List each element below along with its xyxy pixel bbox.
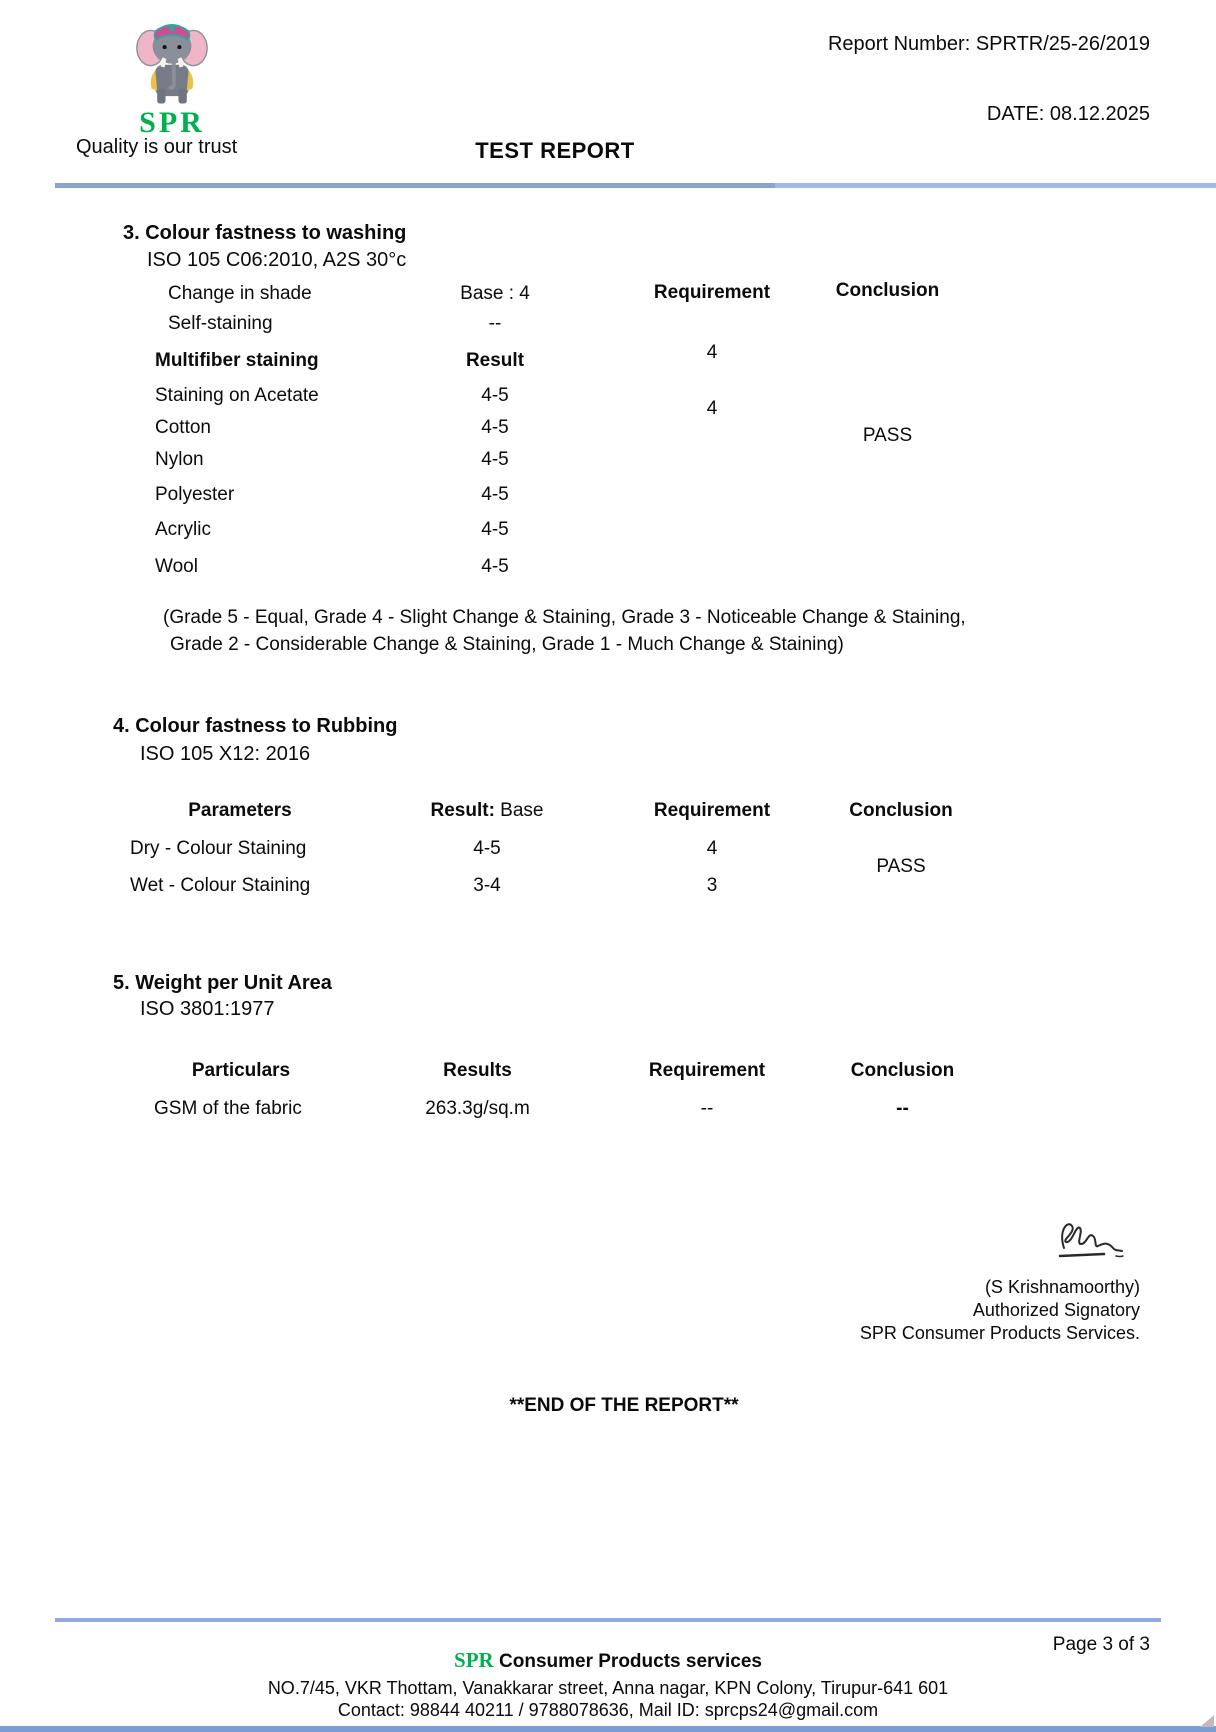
signatory-role: Authorized Signatory <box>972 1300 1140 1320</box>
logo-text: SPR <box>139 106 205 139</box>
section4-title: 4. Colour fastness to Rubbing <box>113 715 398 737</box>
page-indicator: Page 3 of 3 <box>1052 1634 1150 1655</box>
grade-note-line1: (Grade 5 - Equal, Grade 4 - Slight Change & Staining, Grade 3 - Noticeable Change & Staining, <box>163 607 966 628</box>
elephant-logo-icon <box>135 16 209 106</box>
row-label: Cotton <box>155 417 211 438</box>
footer-address: NO.7/45, VKR Thottam, Vanakkarar street, Anna nagar, KPN Colony, Tirupur-641 601 <box>267 1678 949 1698</box>
section-weight-per-unit-area <box>0 972 1216 1152</box>
company-logo <box>92 16 252 138</box>
parameters-header: Parameters <box>188 800 292 821</box>
requirement-header: Requirement <box>653 282 771 303</box>
section-colour-fastness-washing <box>0 222 1216 672</box>
row-result: 4-5 <box>473 838 501 859</box>
footer-divider <box>55 1618 1161 1622</box>
row-label: Nylon <box>155 449 204 470</box>
row-requirement: 4 <box>706 838 718 859</box>
row-label: Dry - Colour Staining <box>130 838 307 859</box>
row-requirement: 3 <box>706 875 718 896</box>
row-label: Wool <box>155 556 198 577</box>
end-of-report-note: **END OF THE REPORT** <box>509 1395 739 1416</box>
footer-company-rest: Consumer Products services <box>493 1651 762 1672</box>
section5-title: 5. Weight per Unit Area <box>113 972 332 994</box>
multifiber-header: Multifiber staining <box>155 350 319 371</box>
report-number: Report Number: SPRTR/25-26/2019 <box>827 33 1150 55</box>
result-header-normal: Base <box>494 800 544 821</box>
requirement-header: Requirement <box>653 800 771 821</box>
row-label: Change in shade <box>168 283 312 304</box>
row-label: Polyester <box>155 484 235 505</box>
section-colour-fastness-rubbing <box>0 715 1216 925</box>
row-value: 4-5 <box>481 385 509 406</box>
conclusion-value: PASS <box>876 856 926 877</box>
signatory-company: SPR Consumer Products Services. <box>859 1323 1140 1343</box>
row-value: 4-5 <box>481 417 509 438</box>
requirement-value: 4 <box>706 342 718 363</box>
signatory-name: (S Krishnamoorthy) <box>984 1277 1140 1297</box>
requirement-value: 4 <box>706 398 718 419</box>
row-value: 4-5 <box>481 519 509 540</box>
row-conclusion: -- <box>896 1098 909 1119</box>
footer-company-prefix: SPR <box>454 1648 494 1672</box>
row-label: GSM of the fabric <box>154 1098 302 1119</box>
signature-scribble-icon <box>1050 1218 1128 1266</box>
conclusion-header: Conclusion <box>850 1060 955 1081</box>
report-date: DATE: 08.12.2025 <box>986 103 1150 125</box>
row-label: Self-staining <box>168 313 273 334</box>
requirement-header: Requirement <box>648 1060 766 1081</box>
row-label: Staining on Acetate <box>155 385 319 406</box>
section4-method: ISO 105 X12: 2016 <box>140 743 311 765</box>
footer-company <box>0 1648 1216 1673</box>
conclusion-value: PASS <box>862 425 913 446</box>
result-header <box>387 800 587 822</box>
page-title: TEST REPORT <box>475 138 635 163</box>
section3-method: ISO 105 C06:2010, A2S 30°c <box>147 249 407 271</box>
bottom-bar <box>0 1726 1216 1732</box>
row-value: 4-5 <box>481 556 509 577</box>
particulars-header: Particulars <box>191 1060 291 1081</box>
signature-block <box>860 1218 1140 1345</box>
row-value: -- <box>488 313 502 334</box>
result-header: Result <box>465 350 525 371</box>
footer-contact: Contact: 98844 40211 / 9788078636, Mail ID: sprcps24@gmail.com <box>337 1700 879 1720</box>
row-label: Wet - Colour Staining <box>130 875 311 896</box>
row-value: 4-5 <box>481 484 509 505</box>
row-requirement: -- <box>700 1098 714 1119</box>
row-result: 263.3g/sq.m <box>425 1098 530 1119</box>
row-value: Base : 4 <box>460 283 530 304</box>
results-header: Results <box>443 1060 512 1081</box>
row-value: 4-5 <box>481 449 509 470</box>
corner-resize-triangle-icon <box>1200 1715 1214 1727</box>
row-label: Acrylic <box>155 519 211 540</box>
header-divider <box>55 183 1216 188</box>
grade-note-line2: Grade 2 - Considerable Change & Staining, Grade 1 - Much Change & Staining) <box>170 634 844 655</box>
section5-method: ISO 3801:1977 <box>140 998 275 1020</box>
tagline: Quality is our trust <box>76 136 238 158</box>
conclusion-header: Conclusion <box>835 280 940 301</box>
result-header-bold: Result: <box>430 800 495 821</box>
section3-title: 3. Colour fastness to washing <box>123 222 407 244</box>
row-result: 3-4 <box>473 875 501 896</box>
conclusion-header: Conclusion <box>849 800 953 821</box>
